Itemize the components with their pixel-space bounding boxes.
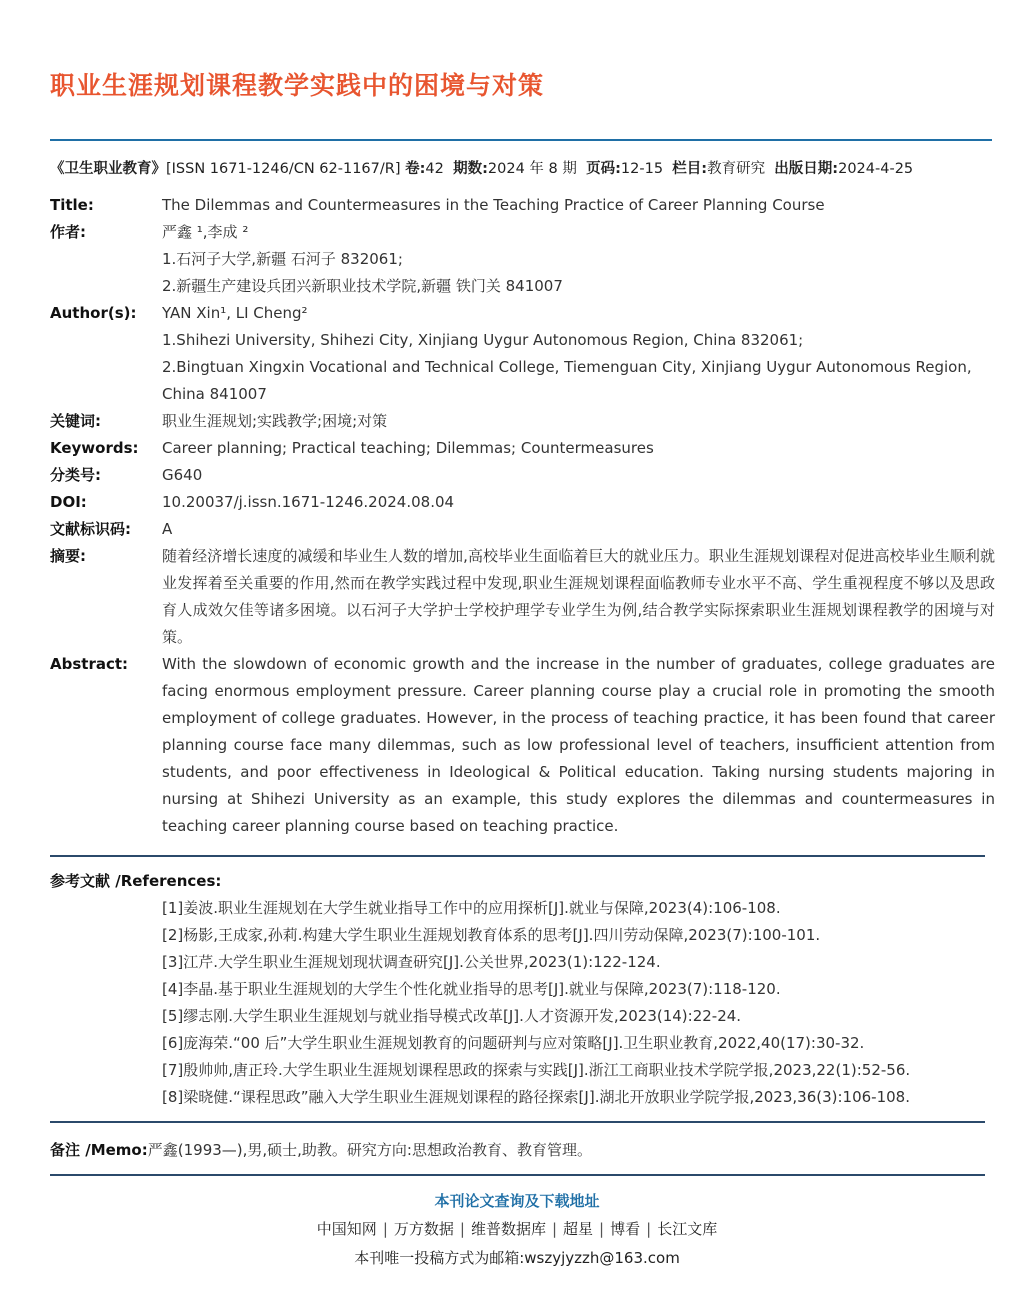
doc-code-label: 文献标识码: [50,520,131,538]
references-list [162,895,992,1111]
site-separator: | [551,1220,558,1238]
memo [50,1137,1000,1164]
abstract-en: With the slowdown of economic growth and the increase in the number of graduates, college graduates are facing enormous employment pressure. Career planning course play a crucial role in promoting the smooth employment of college graduates. However, in the process of teaching practice, it has been found that career planning course face many dilemmas, such as low professional level of teachers, insufficient attention from students, and poor effectiveness in Ideological & Political education. Taking nursing students majoring in nursing at Shihezi University as an example, this study explores the dilemmas and countermeasures in teaching career planning course based on teaching practice. [162,655,995,835]
reference-item: [6]庞海荣.“00 后”大学生职业生涯规划教育的问题研判与应对策略[J].卫生职业教育,2022,40(17):30-32. [162,1034,865,1052]
issue-label: 期数: [453,161,488,177]
site-separator: | [459,1220,465,1238]
site-separator: | [382,1220,388,1238]
author-en-label: Author(s): [50,304,137,322]
abstract-cn: 随着经济增长速度的减缓和毕业生人数的增加,高校毕业生面临着巨大的就业压力。职业生涯规划课程对促进高校毕业生顺利就业发挥着至关重要的作用,然而在教学实践过程中发现,职业生涯规划课程面临教师专业水平不高、学生重视程度不够以及思政育人成效欠佳等诸多困境。以石河子大学护士学校护理学专业学生为例,结合教学实际探索职业生涯规划课程教学的困境与对策。 [162,547,995,646]
title-en: The Dilemmas and Countermeasures in the Teaching Practice of Career Planning Course [162,196,825,214]
column-label: 栏目: [672,161,708,177]
keywords-cn: 职业生涯规划;实践教学;困境;对策 [162,412,388,430]
reference-item: [2]杨影,王成家,孙莉.构建大学生职业生涯规划教育体系的思考[J].四川劳动保障,2023(7):100-101. [162,926,821,944]
title-label: Title: [50,196,94,214]
site-separator: | [599,1220,605,1238]
author-en-block [162,300,995,408]
reference-item: [8]梁晓健.“课程思政”融入大学生职业生涯规划课程的路径探索[J].湖北开放职业学院学报,2023,36(3):106-108. [162,1088,910,1106]
volume-value: 42 [425,161,444,177]
site-chaoxing: 超星 [563,1220,594,1238]
date-value: 2024-4-25 [838,161,914,177]
header-divider [50,139,992,141]
author-cn-label: 作者: [50,223,86,241]
memo-divider-top [50,1121,985,1123]
memo-text: 严鑫(1993—),男,硕士,助教。研究方向:思想政治教育、教育管理。 [147,1141,592,1159]
footer-sites [0,1215,1034,1244]
site-wanfang: 万方数据 [393,1220,454,1238]
authors-en: YAN Xin¹, LI Cheng² [162,304,308,322]
pages-value: 12-15 [620,161,664,177]
page-title: 职业生涯规划课程教学实践中的困境与对策 [50,71,545,100]
reference-item: [1]姜波.职业生涯规划在大学生就业指导工作中的应用探析[J].就业与保障,2023(4):106-108. [162,899,781,917]
author-cn-block [162,219,995,300]
affiliation-cn-2: 2.新疆生产建设兵团兴新职业技术学院,新疆 铁门关 841007 [162,277,563,295]
keywords-cn-label: 关键词: [50,412,101,430]
footer-contact: 本刊唯一投稿方式为邮箱:wszyjyzzh@163.com [354,1249,680,1267]
volume-label: 卷: [405,161,426,177]
reference-item: [4]李晶.基于职业生涯规划的大学生个性化就业指导的思考[J].就业与保障,2023(7):118-120. [162,980,781,998]
pages-label: 页码: [586,161,621,177]
issue-value: 2024 年 8 期 [487,161,577,177]
footer [0,1187,1034,1273]
classification-label: 分类号: [50,466,101,484]
references-divider [50,855,985,857]
footer-heading: 本刊论文查询及下载地址 [434,1192,600,1210]
affiliation-cn-1: 1.石河子大学,新疆 石河子 832061; [162,250,403,268]
column-value: 教育研究 [707,161,766,177]
reference-item: [3]江芹.大学生职业生涯规划现状调查研究[J].公关世界,2023(1):122-124. [162,953,661,971]
reference-item: [5]缪志刚.大学生职业生涯规划与就业指导模式改革[J].人才资源开发,2023(14):22-24. [162,1007,742,1025]
abstract-cn-label: 摘要: [50,547,86,565]
doi-label: DOI: [50,493,87,511]
site-bookan: 博看 [610,1220,641,1238]
authors-cn: 严鑫 ¹,李成 ² [162,223,249,241]
journal-info-line [50,157,1000,178]
affiliation-en-2: 2.Bingtuan Xingxin Vocational and Technical College, Tiemenguan City, Xinjiang Uygur Autonomous Region, China 841007 [162,358,972,403]
journal-issn: [ISSN 1671-1246/CN 62-1167/R] [166,161,401,177]
classification-value: G640 [162,466,203,484]
references-heading: 参考文献 /References: [50,872,222,890]
doc-code-value: A [162,520,173,538]
keywords-en-label: Keywords: [50,439,139,457]
site-cnki: 中国知网 [316,1220,377,1238]
affiliation-en-1: 1.Shihezi University, Shihezi City, Xinjiang Uygur Autonomous Region, China 832061; [162,331,804,349]
doi-value: 10.20037/j.issn.1671-1246.2024.08.04 [162,493,455,511]
site-changjiang: 长江文库 [657,1220,718,1238]
date-label: 出版日期: [774,161,839,177]
site-vip: 维普数据库 [470,1220,546,1238]
abstract-en-label: Abstract: [50,655,129,673]
reference-item: [7]殷帅帅,唐正玲.大学生职业生涯规划课程思政的探索与实践[J].浙江工商职业技术学院学报,2023,22(1):52-56. [162,1061,911,1079]
memo-divider-bottom [50,1174,985,1176]
journal-name: 《卫生职业教育》 [50,161,166,177]
memo-label: 备注 /Memo: [50,1141,148,1159]
site-separator: | [646,1220,652,1238]
keywords-en: Career planning; Practical teaching; Dilemmas; Countermeasures [162,439,654,457]
